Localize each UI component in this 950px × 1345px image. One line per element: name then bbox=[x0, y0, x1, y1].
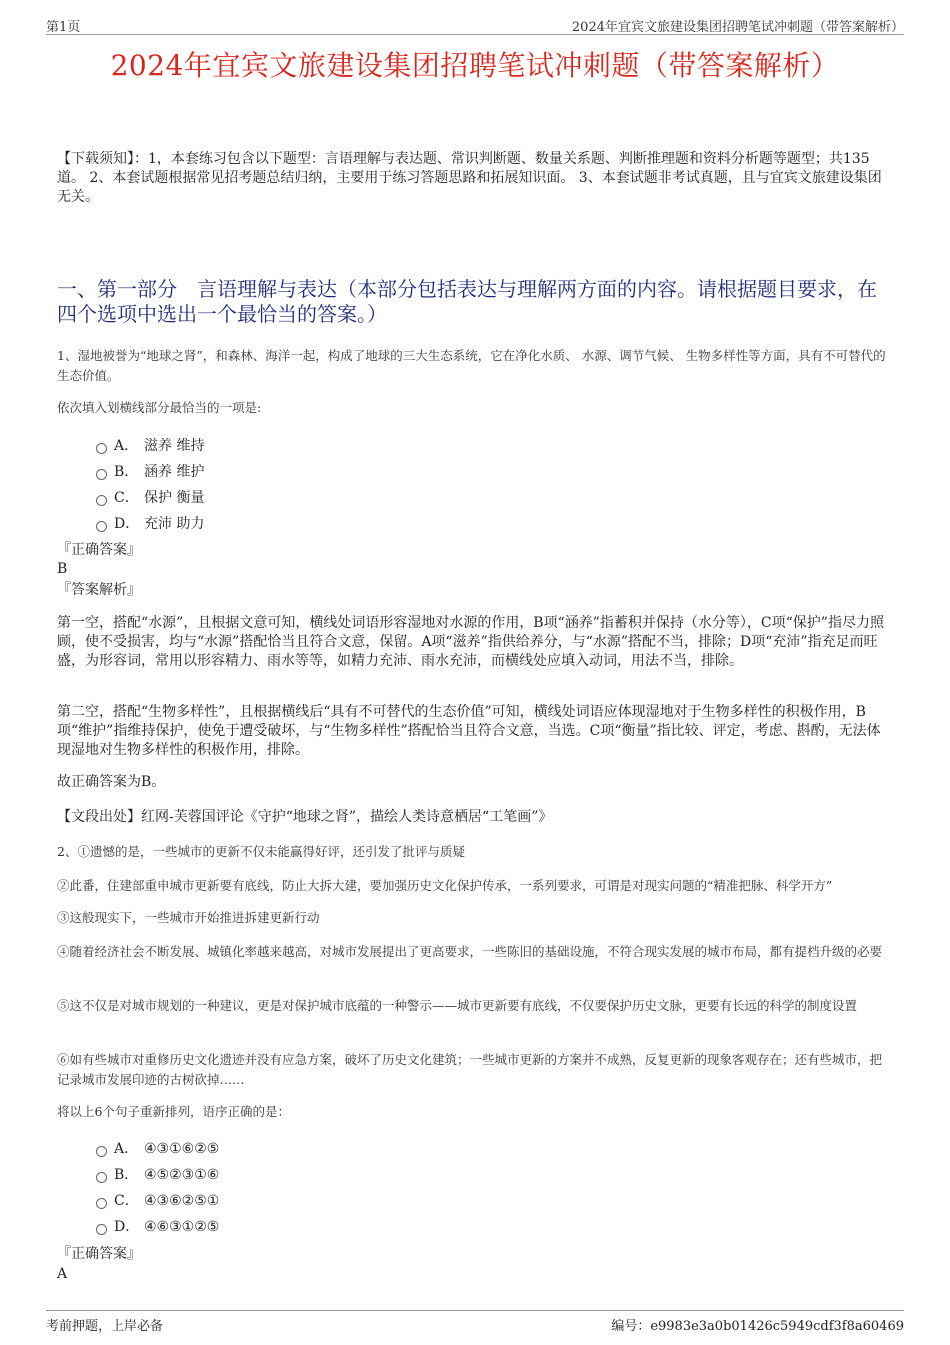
footer-doc-id: 编号：e9983e3a0b01426c5949cdf3f8a60469 bbox=[611, 1319, 904, 1334]
q2-answer: A bbox=[57, 1266, 68, 1282]
q2-sentence-4: ④随着经济社会不断发展、城镇化率越来越高，对城市发展提出了更高要求，一些陈旧的基础设施，不符合现实发展的城市布局，都有提档升级的必要 bbox=[57, 944, 883, 959]
radio-icon[interactable] bbox=[96, 495, 107, 506]
page-title: 2024年宜宾文旅建设集团招聘笔试冲刺题（带答案解析） bbox=[110, 49, 840, 82]
q1-options bbox=[96, 433, 204, 537]
page-number: 第1页 bbox=[46, 20, 81, 35]
q1-answer-label: 『正确答案』 bbox=[57, 542, 141, 558]
radio-icon[interactable] bbox=[96, 521, 107, 532]
q2-sentence-3: ③这般现实下，一些城市开始推进拆建更新行动 bbox=[57, 910, 320, 925]
page-header bbox=[46, 14, 904, 35]
q1-option-b[interactable]: B． 涵养 维护 bbox=[96, 459, 204, 485]
q2-options bbox=[96, 1136, 219, 1240]
download-notice: 【下载须知】：1，本套练习包含以下题型：言语理解与表达题、常识判断题、数量关系题、判断推理题和资料分析题等题型；共135道。 2、本套试题根据常见招考题总结归纳，主要用于练习答题思路和拓展知识面。 3、本套试题非考试真题，且与宜宾文旅建设集团无关。 bbox=[57, 151, 882, 205]
q2-option-d[interactable]: D． ④⑥③①②⑤ bbox=[96, 1214, 219, 1240]
footer-slogan: 考前押题，上岸必备 bbox=[46, 1319, 164, 1334]
radio-icon[interactable] bbox=[96, 443, 107, 454]
radio-icon[interactable] bbox=[96, 1198, 107, 1209]
q1-conclusion: 故正确答案为B。 bbox=[57, 774, 166, 790]
q2-answer-label: 『正确答案』 bbox=[57, 1246, 141, 1262]
q1-source: 【文段出处】红网-芙蓉国评论《守护“地球之肾”，描绘人类诗意栖居“工笔画”》 bbox=[57, 809, 553, 825]
q1-answer: B bbox=[57, 561, 68, 577]
q2-option-b[interactable]: B． ④⑤②③①⑥ bbox=[96, 1162, 219, 1188]
section-heading: 一、第一部分 言语理解与表达（本部分包括表达与理解两方面的内容。请根据题目要求，在四个选项中选出一个最恰当的答案。） bbox=[57, 277, 877, 326]
header-doc-title: 2024年宜宾文旅建设集团招聘笔试冲刺题（带答案解析） bbox=[571, 20, 904, 35]
radio-icon[interactable] bbox=[96, 1172, 107, 1183]
q2-sentence-2: ②此番，住建部重申城市更新要有底线，防止大拆大建，要加强历史文化保护传承，一系列要求，可谓是对现实问题的“精准把脉、科学开方” bbox=[57, 878, 833, 893]
radio-icon[interactable] bbox=[96, 1146, 107, 1157]
q1-analysis-label: 『答案解析』 bbox=[57, 582, 141, 598]
page-footer bbox=[46, 1310, 904, 1334]
q2-sentence-5: ⑤这不仅是对城市规划的一种建议，更是对保护城市底蕴的一种警示——城市更新要有底线，不仅要保护历史文脉，更要有长远的科学的制度设置 bbox=[57, 998, 858, 1013]
q2-option-c[interactable]: C． ④③⑥②⑤① bbox=[96, 1188, 219, 1214]
q1-option-d[interactable]: D． 充沛 助力 bbox=[96, 511, 204, 537]
q2-option-a[interactable]: A． ④③①⑥②⑤ bbox=[96, 1136, 219, 1162]
q1-option-c[interactable]: C． 保护 衡量 bbox=[96, 485, 204, 511]
q1-analysis-p2: 第二空，搭配“生物多样性”，且根据横线后“具有不可替代的生态价值”可知，横线处词语应体现湿地对于生物多样性的积极作用，B项“维护”指维持保护，使免于遭受破坏，与“生物多样性”搭配恰当且符合文意，当选。C项“衡量”指比较、评定，考虑、斟酌，无法体现湿地对生物多样性的积极作用，排除。 bbox=[57, 704, 881, 758]
q1-option-a[interactable]: A． 滋养 维持 bbox=[96, 433, 204, 459]
q1-stem: 1、湿地被誉为“地球之肾”，和森林、海洋一起，构成了地球的三大生态系统，它在净化水质、 水源、调节气候、 生物多样性等方面，具有不可替代的生态价值。 bbox=[57, 348, 886, 383]
q2-prompt: 将以上6个句子重新排列，语序正确的是： bbox=[57, 1104, 290, 1119]
q2-sentence-6: ⑥如有些城市对重修历史文化遗迹并没有应急方案，破坏了历史文化建筑；一些城市更新的方案并不成熟，反复更新的现象客观存在；还有些城市，把记录城市发展印迹的古树砍掉…… bbox=[57, 1052, 883, 1087]
q2-stem: 2、①遗憾的是，一些城市的更新不仅未能赢得好评，还引发了批评与质疑 bbox=[57, 844, 465, 859]
radio-icon[interactable] bbox=[96, 469, 107, 480]
q1-analysis-p1: 第一空，搭配“水源”，且根据文意可知，横线处词语形容湿地对水源的作用，B项“涵养”指蓄积并保持（水分等），C项“保护”指尽力照顾，使不受损害，均与“水源”搭配恰当且符合文意，保留。A项“滋养”指供给养分，与“水源”搭配不当，排除；D项“充沛”指充足而旺盛，为形容词，常用以形容精力、雨水等等，如精力充沛、雨水充沛，而横线处应填入动词，用法不当，排除。 bbox=[57, 615, 884, 669]
q1-prompt: 依次填入划横线部分最恰当的一项是: bbox=[57, 400, 262, 415]
radio-icon[interactable] bbox=[96, 1224, 107, 1235]
